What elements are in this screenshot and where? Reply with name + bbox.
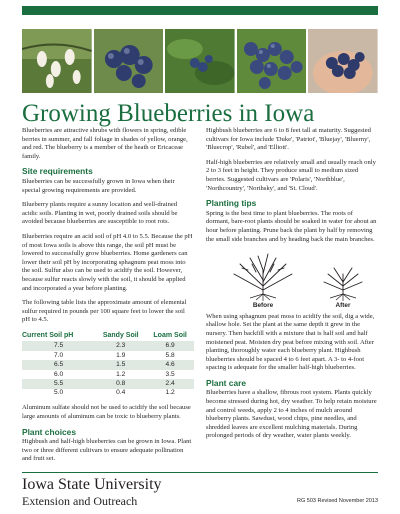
- table-cell: 3.5: [165, 370, 175, 378]
- table-cell: 1.2: [165, 389, 175, 397]
- site-requirements-heading: Site requirements: [22, 166, 93, 177]
- site-paragraph-2: Blueberry plants require a sunny location and well-drained acidic soils. Planting in wet, poorly drained soils should be avoided because blueberries are susceptible to root rots.: [22, 201, 178, 226]
- table-header: Loam Soil: [153, 331, 187, 339]
- choices-paragraph-3: Half-high blueberries are relatively small and usually reach only 2 to 3 feet in height. They produce small to medium sized berries. Suggested cultivars are 'Polaris', 'Northblue', 'Northcountry', 'Northsky', and 'St. Cloud'.: [206, 158, 376, 192]
- left-column: [22, 127, 194, 470]
- table-header: Current Soil pH: [22, 331, 74, 339]
- top-banner: [0, 0, 400, 14]
- bush-after-drawing: [308, 250, 378, 302]
- table-cell: 0.4: [116, 389, 126, 397]
- table-cell: 2.4: [165, 380, 175, 387]
- table-row: [22, 341, 194, 350]
- table-cell: 0.8: [116, 380, 126, 387]
- planting-paragraph-2: When using sphagnum peat moss to acidify the soil, dig a wide, shallow hole. Set the plant at the same depth it grew in the nursery. Then backfill with a mixture that is half soil and half moistened peat. Moisten dry peat before mixing with soil. After planting, thoroughly water each blueberry plant. Highbush blueberries should be spaced 4 to 6 feet apart. A 3- to 4-foot spacing is adequate for the smaller half-high blueberries.: [206, 312, 375, 372]
- before-pruning-figure: [228, 250, 298, 311]
- blueberry-flowers-photo: [22, 29, 92, 93]
- plant-choices-heading: Plant choices: [22, 426, 76, 437]
- care-paragraph-1: Blueberries have a shallow, fibrous root system. Plants quickly become stressed during hot, dry weather. To help retain moisture and control weeds, apply 2 to 4 inches of mulch around blueberry plants. Sawdust, wood chips, pine needles, and shredded leaves are excellent mulching materials. During prolonged periods of dry weather, water plants weekly.: [206, 389, 377, 440]
- top-green-bar: [22, 6, 378, 15]
- table-cell: 7.5: [54, 342, 64, 350]
- table-cell: 6.0: [54, 370, 64, 378]
- page-title: Growing Blueberries in Iowa: [22, 100, 315, 127]
- before-label: Before: [252, 302, 274, 310]
- publication-info: RG 503 Revised November 2013: [296, 498, 378, 504]
- plant-care-heading: Plant care: [206, 377, 247, 388]
- hand-holding-blueberries-photo: [308, 29, 378, 93]
- table-row: [22, 370, 194, 379]
- after-pruning-figure: [308, 250, 378, 311]
- table-cell: 1.9: [116, 351, 126, 359]
- table-cell: 1.2: [116, 370, 126, 378]
- after-label: After: [335, 302, 351, 310]
- blueberry-cluster-photo: [237, 29, 307, 93]
- site-paragraph-4: The following table lists the approximate amount of elemental sulfur required in pounds per 100 square feet to lower the soil pH to 4.5.: [22, 299, 187, 324]
- table-row: [22, 351, 194, 360]
- blueberry-bush-photo: [165, 29, 235, 93]
- planting-tips-heading: Planting tips: [206, 198, 257, 209]
- pruning-illustration: [228, 250, 378, 311]
- choices-paragraph-1: Highbush and half-high blueberries can be grown in Iowa. Plant two or three different cultivars to ensure adequate pollination and fruit set.: [22, 438, 192, 463]
- table-cell: 5.8: [165, 351, 175, 359]
- ripe-blueberries-photo: [94, 29, 164, 93]
- site-paragraph-3: Blueberries require an acid soil of pH 4.0 to 5.5. Because the pH of most Iowa soils is above this range, the soil pH must be lowered to successfully grow blueberries. Home gardeners can lower their soil pH by incorporating sphagnum peat moss into the soil. Sulfur also can be used to acidify the soil. However, because sulfur reacts slowly with the soil, it should be applied and incorporated a year before planting.: [22, 232, 193, 292]
- table-cell: 6.9: [165, 342, 175, 350]
- footer-rule: [22, 472, 378, 473]
- photo-strip: [22, 29, 378, 93]
- table-row: [22, 379, 194, 388]
- choices-paragraph-2: Highbush blueberries are 6 to 8 feet tall at maturity. Suggested cultivars for Iowa include 'Duke', 'Patriot', 'Bluejay', 'Bluerny', 'Bluecrop', 'Rubel', and 'Elliott'.: [206, 127, 371, 152]
- sulfur-table: [22, 331, 194, 399]
- right-column: [206, 127, 378, 447]
- planting-paragraph-1: Spring is the best time to plant blueberries. The roots of dormant, bare-root plants should be soaked in water for about an hour before planting. Prune back the plant by half by removing the small side branches and by heading back the main branches.: [206, 209, 377, 243]
- table-cell: 1.5: [116, 361, 126, 369]
- table-header: Sandy Soil: [102, 331, 139, 339]
- table-cell: 2.3: [116, 342, 126, 350]
- table-cell: 4.6: [165, 361, 175, 369]
- table-cell: 6.5: [54, 361, 64, 369]
- footer: [0, 472, 400, 514]
- table-cell: 7.0: [54, 351, 64, 359]
- extension-text: Extension and Outreach: [22, 494, 138, 508]
- table-row: [22, 389, 194, 398]
- site-paragraph-1: Blueberries can be successfully grown in Iowa when their special growing requirements are provided.: [22, 177, 175, 194]
- table-row: [22, 360, 194, 369]
- intro-paragraph: Blueberries are attractive shrubs with flowers in spring, edible berries in summer, and fall foliage in shades of yellow, orange, and red. The blueberry is a member of the heath or Ericaceae family.: [22, 127, 188, 160]
- table-cell: 5.0: [54, 389, 64, 397]
- table-header-row: [22, 331, 194, 342]
- university-logo-text: Iowa State University: [22, 476, 162, 493]
- bush-before-drawing: [228, 250, 298, 302]
- table-cell: 5.5: [54, 380, 64, 387]
- site-paragraph-5: Aluminum sulfate should not be used to acidify the soil because large amounts of aluminum can be toxic to blueberry plants.: [22, 404, 191, 420]
